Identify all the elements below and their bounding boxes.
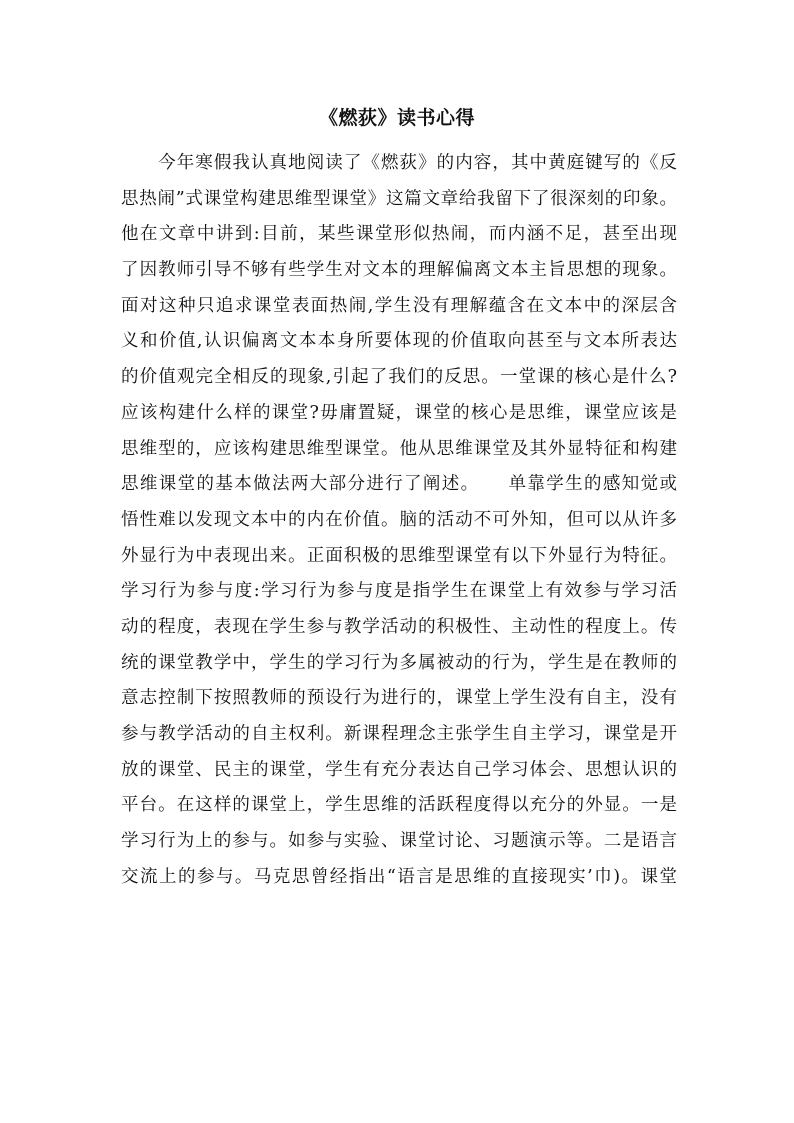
text-line: 应该构建什么样的课堂?毋庸置疑，课堂的核心是思维，课堂应该是 (121, 402, 677, 423)
text-line: 的价值观完全相反的现象,引起了我们的反思。一堂课的核心是什么? (121, 367, 677, 388)
text-line: 平台。在这样的课堂上，学生思维的活跃程度得以充分的外显。一是 (121, 795, 677, 816)
text-line: 放的课堂、民主的课堂，学生有充分表达自己学习体会、思想认识的 (121, 759, 677, 780)
text-line: 参与教学活动的自主权利。新课程理念主张学生自主学习，课堂是开 (121, 724, 677, 744)
text-line: 他在文章中讲到:目前，某些课堂形似热闹，而内涵不足，甚至出现 (121, 224, 677, 245)
text-line: 统的课堂教学中，学生的学习行为多属被动的行为，学生是在教师的 (121, 652, 677, 673)
text-line: 悟性难以发现文本中的内在价值。脑的活动不可外知，但可以从许多 (121, 509, 677, 530)
text-line: 动的程度，表现在学生参与教学活动的积极性、主动性的程度上。传 (121, 616, 677, 637)
text-line: 交流上的参与。马克思曾经指出“语言是思维的直接现实’巾)。课堂 (121, 866, 677, 887)
text-line: 外显行为中表现出来。正面积极的思维型课堂有以下外显行为特征。 (121, 545, 677, 566)
text-line: 面对这种只追求课堂表面热闹,学生没有理解蕴含在文本中的深层含 (121, 295, 677, 316)
text-line: 思热闹”式课堂构建思维型课堂》这篇文章给我留下了很深刻的印象。 (121, 188, 677, 209)
text-line: 了因教师引导不够有些学生对文本的理解偏离文本主旨思想的现象。 (121, 260, 677, 281)
text-line: 思维课堂的基本做法两大部分进行了阐述。 单靠学生的感知觉或 (121, 474, 677, 495)
text-line: 义和价值,认识偏离文本本身所要体现的价值取向甚至与文本所表达 (121, 331, 677, 352)
text-line: 学习行为上的参与。如参与实验、课堂讨论、习题演示等。二是语言 (121, 831, 677, 852)
document-title: 《燃荻》读书心得 (318, 107, 475, 129)
text-line: 思维型的，应该构建思维型课堂。他从思维课堂及其外显特征和构建 (121, 438, 677, 459)
text-line: 今年寒假我认真地阅读了《燃荻》的内容，其中黄庭键写的《反 (121, 153, 677, 173)
text-line: 学习行为参与度:学习行为参与度是指学生在课堂上有效参与学习活 (121, 581, 677, 602)
text-line: 意志控制下按照教师的预设行为进行的，课堂上学生没有自主，没有 (121, 688, 677, 709)
document-body (121, 146, 677, 895)
